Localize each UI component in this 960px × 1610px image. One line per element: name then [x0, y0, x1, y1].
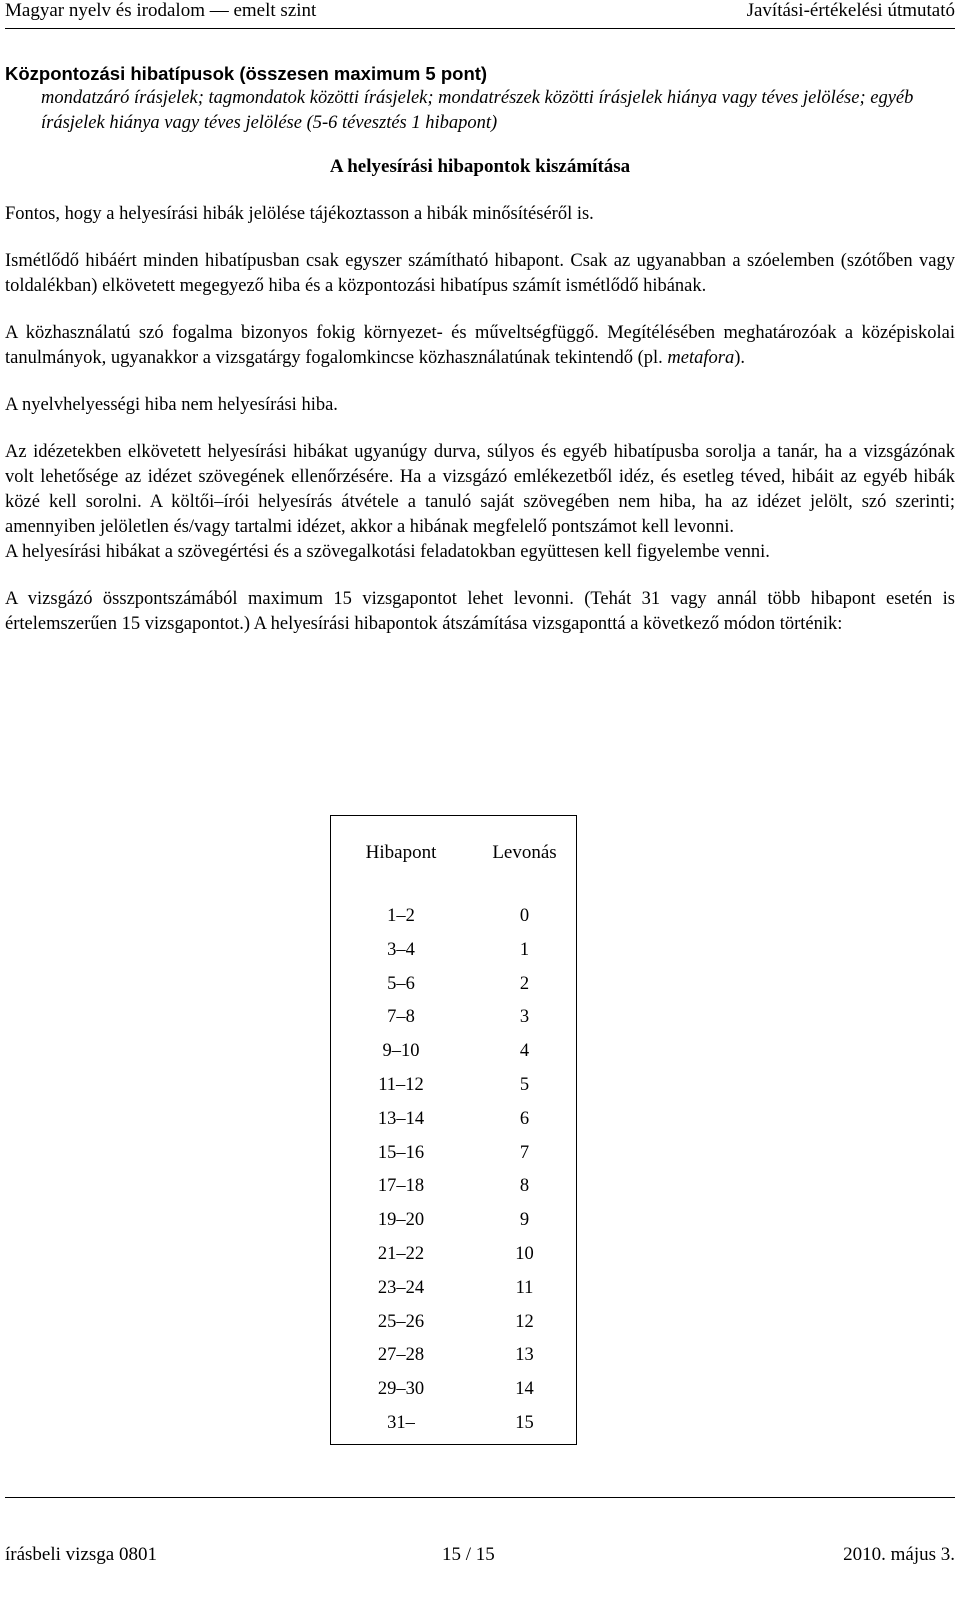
page-footer: [5, 1497, 955, 1610]
paragraph-3-end: ).: [734, 348, 745, 368]
table-cell-hibapont: 19–20: [377, 1210, 425, 1231]
paragraph-3-main: A közhasználatú szó fogalma bizonyos fokig környezet- és műveltségfüggő. Megítélésében meghatározóak a középiskolai tanulmányok, ugyanakkor a vizsgatárgy fogalomkincse közhasználatúnak tekintendő (pl.: [5, 323, 955, 368]
table-cell-hibapont: 11–12: [378, 1074, 424, 1095]
table-cell-hibapont: 1–2: [387, 906, 415, 926]
table-cell-levonas: 12: [515, 1311, 534, 1332]
table-cell-levonas: 11: [515, 1277, 534, 1298]
table-row: [331, 968, 576, 1002]
table-body: [331, 900, 576, 1441]
table-cell-hibapont: 27–28: [377, 1345, 425, 1366]
calculation-heading: A helyesírási hibapontok kiszámítása: [329, 156, 631, 177]
table-row: [331, 1001, 576, 1035]
table-cell-hibapont: 13–14: [377, 1108, 425, 1129]
footer-page-number: 15 / 15: [442, 1544, 495, 1565]
table-row: [331, 900, 576, 934]
paragraph-7: A vizsgázó összpontszámából maximum 15 vizsgapontot lehet levonni. (Tehát 31 vagy annál több hibapont esetén is értelemszerűen 15 vizsgapontot.) A helyesírási hibapontok átszámítása vizsgaponttá a következő módon történik:: [5, 589, 955, 634]
table-header-hibapont: Hibapont: [365, 842, 437, 863]
table-row: [331, 1339, 576, 1373]
table-row: [331, 1373, 576, 1407]
table-cell-levonas: 5: [519, 1074, 530, 1095]
section-italic-text: mondatzáró írásjelek; tagmondatok közötti írásjelek; mondatrészek közötti írásjelek hiánya vagy téves jelölése; egyéb írásjelek hiánya vagy téves jelölése (5-6 tévesztés 1 hibapont): [41, 88, 914, 133]
table-row: [331, 934, 576, 968]
table-row: [331, 1103, 576, 1137]
table-cell-hibapont: 15–16: [377, 1142, 425, 1163]
table-cell-levonas: 15: [515, 1412, 534, 1433]
table-cell-hibapont: 23–24: [377, 1277, 425, 1298]
page-header: [5, 0, 955, 29]
table-header-levonas: Levonás: [492, 842, 557, 863]
table-row: [331, 1137, 576, 1171]
footer-date: 2010. május 3.: [843, 1544, 955, 1565]
header-right-text: Javítási-értékelési útmutató: [746, 0, 955, 21]
header-left-text: Magyar nyelv és irodalom — emelt szint: [5, 0, 317, 21]
table-cell-levonas: 13: [515, 1345, 534, 1366]
table-cell-hibapont: 5–6: [387, 973, 415, 994]
table-cell-levonas: 8: [519, 1176, 530, 1197]
page-content: [5, 62, 955, 637]
table-cell-hibapont: 29–30: [377, 1379, 425, 1400]
paragraph-3: [5, 321, 955, 371]
table-row: [331, 1238, 576, 1272]
table-cell-hibapont: 17–18: [377, 1176, 425, 1197]
paragraph-6: A helyesírási hibákat a szövegértési és a szövegalkotási feladatokban együttesen kell figyelembe venni.: [5, 542, 770, 562]
table-row: [331, 1035, 576, 1069]
table-cell-hibapont: 25–26: [377, 1311, 425, 1332]
table-cell-hibapont: 3–4: [387, 939, 415, 960]
table-cell-hibapont: 31–: [387, 1412, 415, 1433]
table-row: [331, 1407, 576, 1441]
table-cell-levonas: 7: [519, 1142, 530, 1163]
table-cell-levonas: 14: [515, 1379, 534, 1400]
table-cell-levonas: 9: [519, 1210, 530, 1231]
table-cell-hibapont: 9–10: [382, 1041, 420, 1062]
paragraph-4: A nyelvhelyességi hiba nem helyesírási hiba.: [5, 395, 338, 415]
table-row: [331, 1306, 576, 1340]
table-cell-levonas: 10: [515, 1243, 534, 1264]
table-cell-levonas: 2: [519, 973, 530, 994]
paragraph-3-emphasis: metafora: [667, 348, 735, 368]
table-row: [331, 1170, 576, 1204]
table-row: [331, 1204, 576, 1238]
table-cell-levonas: 3: [519, 1007, 530, 1028]
table-row: [331, 1069, 576, 1103]
table-cell-hibapont: 7–8: [387, 1007, 415, 1028]
table-cell-levonas: 4: [519, 1041, 530, 1062]
table-cell-levonas: 1: [519, 939, 530, 960]
table-row: [331, 1272, 576, 1306]
section-title: Központozási hibatípusok (összesen maximum 5 pont): [5, 63, 488, 84]
table-cell-hibapont: 21–22: [377, 1243, 425, 1264]
paragraph-2: Ismétlődő hibáért minden hibatípusban csak egyszer számítható hibapont. Csak az ugyanabban a szóelemben (szótőben vagy toldalékban) elkövetett megegyező hiba és a központozási hibatípus számít ismétlődő hibának.: [5, 251, 955, 296]
footer-exam-id: írásbeli vizsga 0801: [5, 1544, 157, 1565]
paragraph-5: Az idézetekben elkövetett helyesírási hibákat ugyanúgy durva, súlyos és egyéb hibatípusba sorolja a tanár, ha a vizsgázónak volt lehetősége az idézet szövegének ellenőrzésére. Ha a vizsgázó emlékezetből idéz, és esetleg téved, hibáit az egyéb hibák közé kell sorolni. A költői–írói helyesírás átvétele a tanuló saját szövegében nem hiba, ha az idézet jelölt, szó szerinti; amennyiben jelöletlen és/vagy tartalmi idézet, akkor a hibának megfelelő pontszámot kell levonni.: [5, 442, 955, 537]
table-cell-levonas: 6: [519, 1108, 530, 1129]
table-header-row: [331, 842, 576, 872]
paragraph-1: Fontos, hogy a helyesírási hibák jelölése tájékoztasson a hibák minősítéséről is.: [5, 204, 594, 224]
table-cell-levonas: 0: [519, 906, 530, 926]
conversion-table: [330, 815, 577, 1445]
